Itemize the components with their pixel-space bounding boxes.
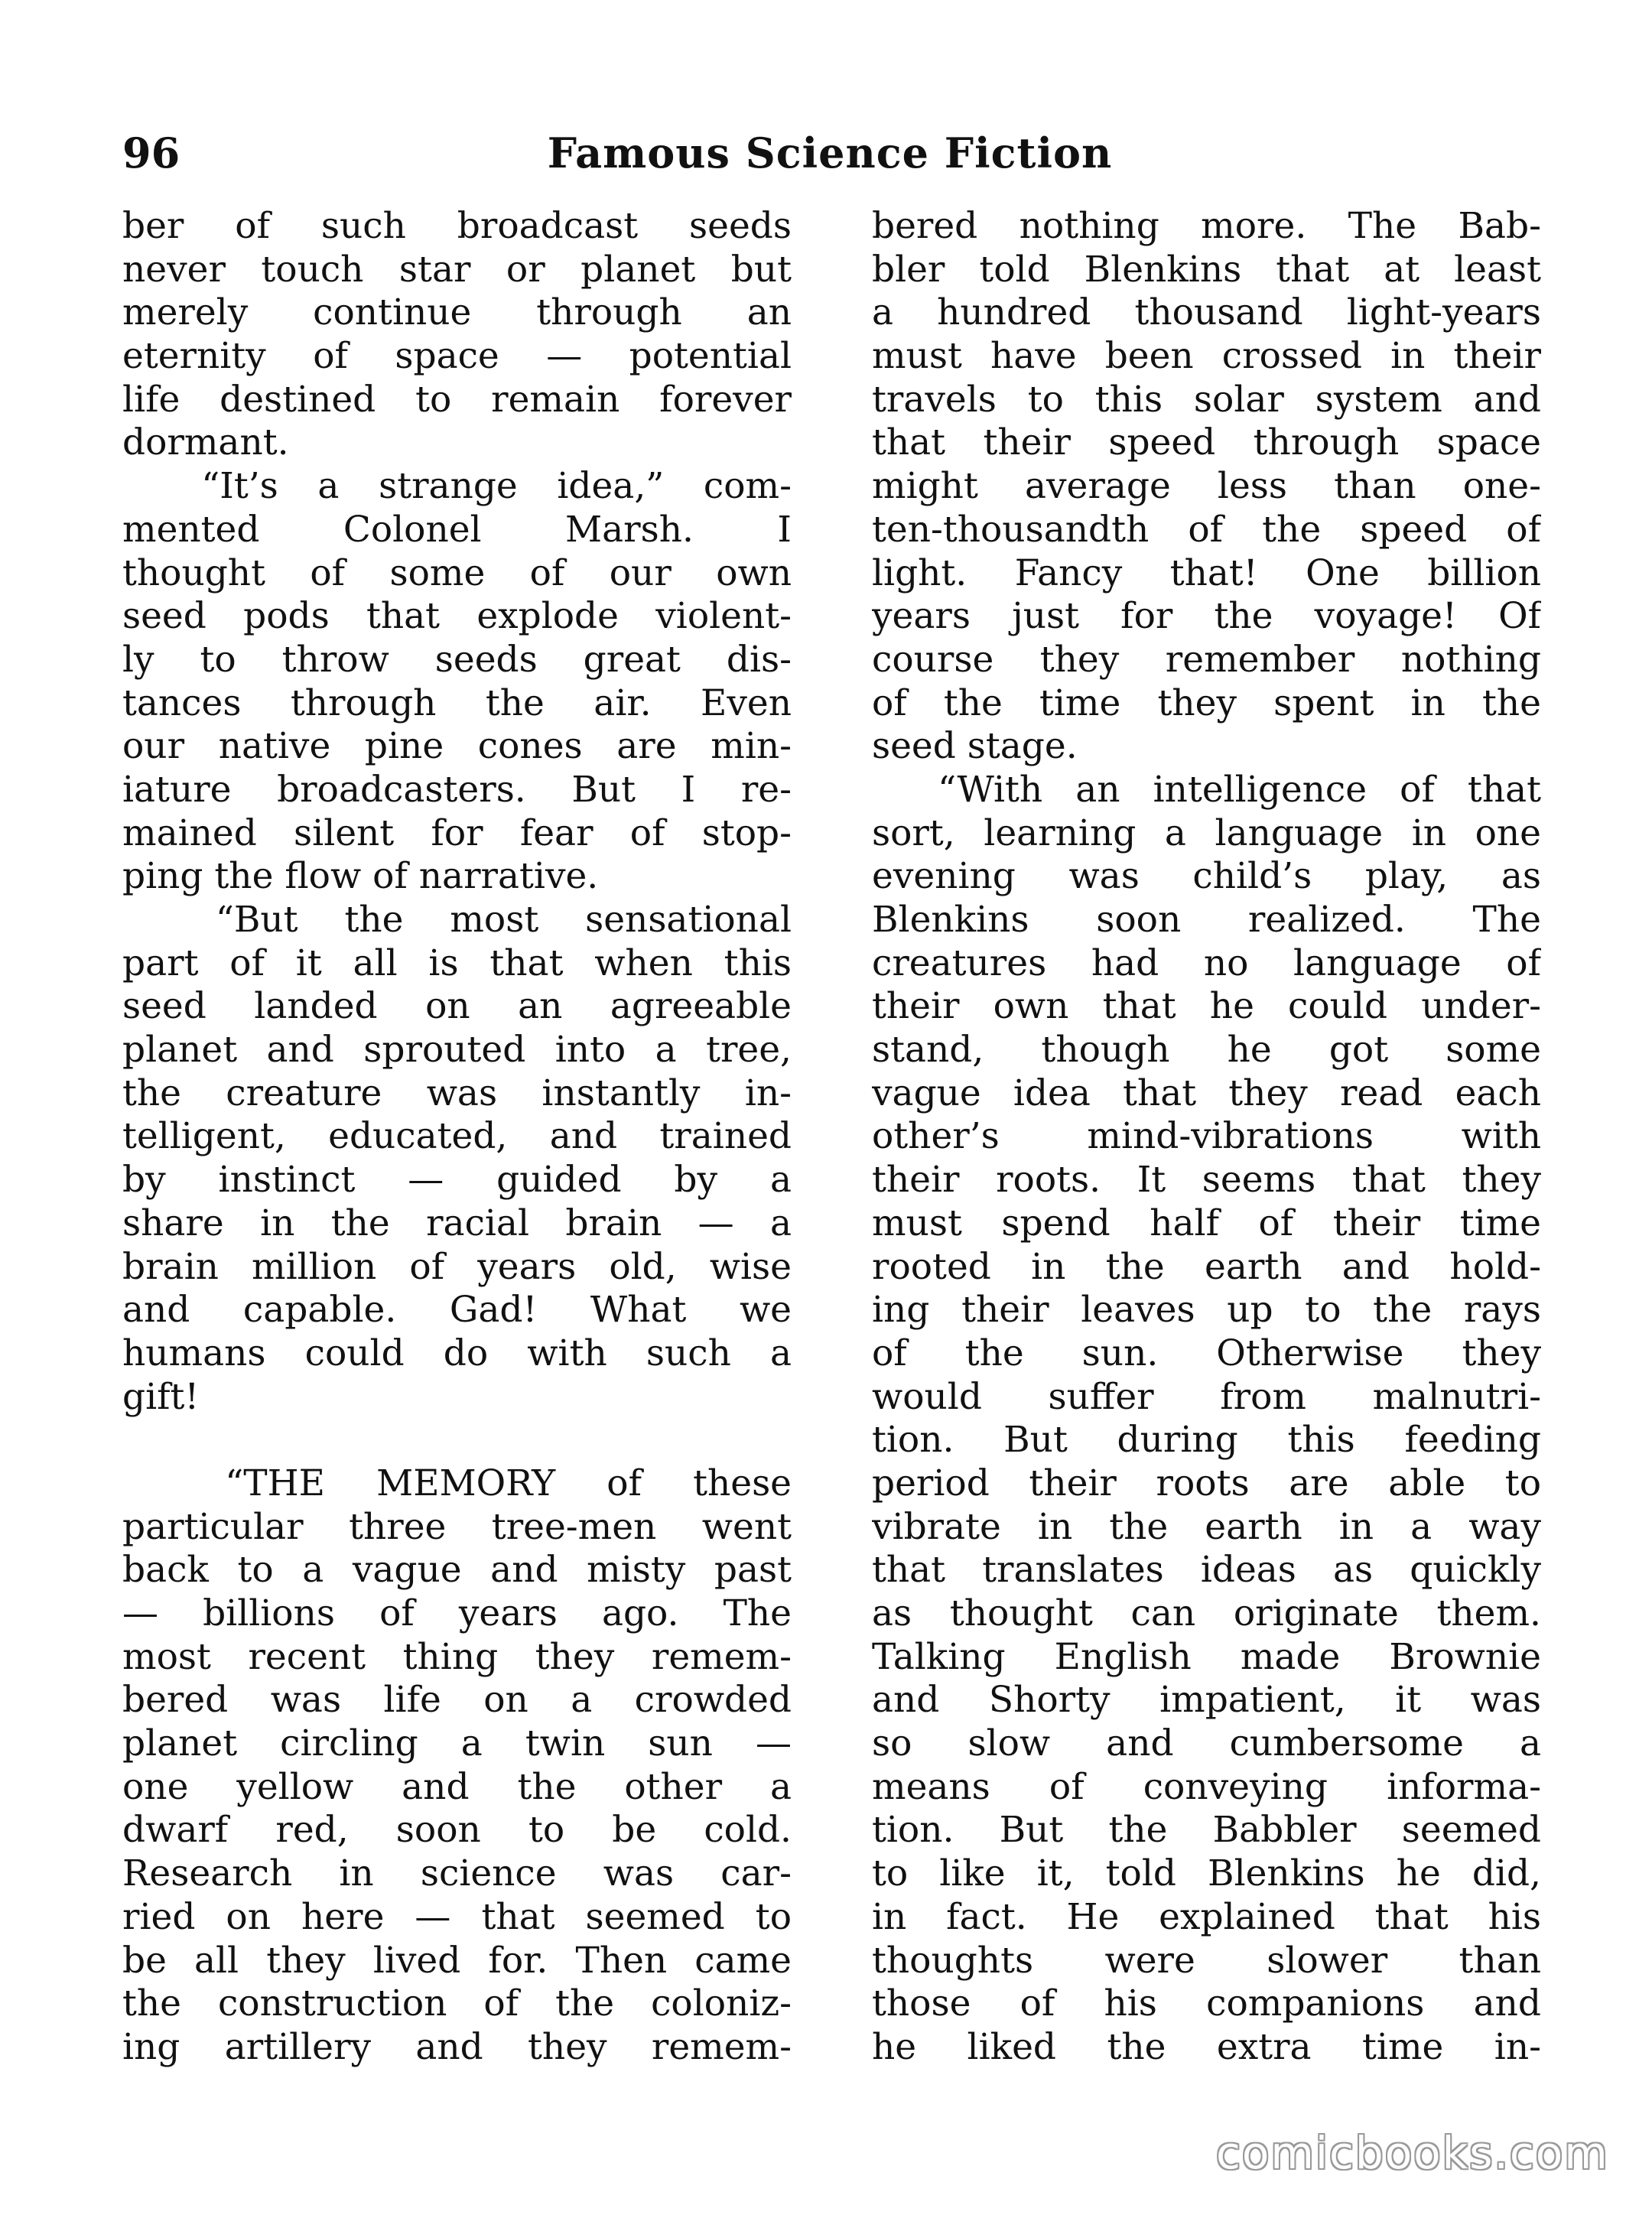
text-line: stand, though he got some [872, 1029, 1541, 1072]
text-line: in fact. He explained that his [872, 1895, 1541, 1938]
text-line: might average less than one- [872, 465, 1541, 508]
text-line: gift! [122, 1375, 200, 1418]
text-line: ping the flow of narrative. [122, 855, 599, 898]
text-line: ing artillery and they remem- [122, 2025, 792, 2068]
text-line: merely continue through an [122, 291, 792, 334]
text-line: of the time they spent in the [872, 681, 1541, 724]
text-line: sort, learning a language in one [872, 811, 1541, 854]
text-line: mented Colonel Marsh. I [122, 508, 792, 551]
text-line: light. Fancy that! One billion [872, 551, 1541, 594]
text-line: tion. But during this feeding [872, 1419, 1541, 1462]
text-line: thoughts were slower than [872, 1939, 1541, 1982]
text-line: share in the racial brain — a [122, 1202, 792, 1244]
text-line: to like it, told Blenkins he did, [872, 1852, 1541, 1895]
text-line: so slow and cumbersome a [872, 1722, 1541, 1765]
text-line: that their speed through space [872, 421, 1541, 464]
text-line: part of it all is that when this [122, 942, 792, 984]
text-line: the creature was instantly in- [122, 1072, 792, 1114]
text-line: creatures had no language of [872, 942, 1541, 984]
text-line: ly to throw seeds great dis- [122, 638, 792, 681]
text-line: “But the most sensational [122, 899, 792, 941]
text-line: seed pods that explode violent- [122, 595, 792, 638]
text-line: “THE MEMORY of these [122, 1462, 792, 1504]
text-line: back to a vague and misty past [122, 1549, 792, 1592]
text-line: seed landed on an agreeable [122, 985, 792, 1028]
text-line: ried on here — that seemed to [122, 1895, 792, 1938]
text-line: that translates ideas as quickly [872, 1549, 1541, 1592]
text-line: ing their leaves up to the rays [872, 1289, 1541, 1332]
text-line: most recent thing they remem- [122, 1635, 792, 1678]
text-line: planet and sprouted into a tree, [122, 1029, 792, 1072]
text-line: eternity of space — potential [122, 335, 792, 378]
text-line: telligent, educated, and trained [122, 1115, 792, 1158]
text-line: must have been crossed in their [872, 335, 1541, 378]
text-line: period their roots are able to [872, 1462, 1541, 1504]
text-line: would suffer from malnutri- [872, 1375, 1541, 1418]
text-line: tion. But the Babbler seemed [872, 1809, 1541, 1852]
text-line: and capable. Gad! What we [122, 1289, 792, 1332]
text-line: bler told Blenkins that at least [872, 248, 1541, 291]
page-header [122, 126, 1537, 195]
text-line: travels to this solar system and [872, 378, 1541, 421]
text-line: evening was child’s play, as [872, 855, 1541, 898]
text-line: ber of such broadcast seeds [122, 205, 792, 247]
paragraph-gap [122, 1419, 792, 1462]
text-line: life destined to remain forever [122, 378, 792, 421]
text-line: thought of some of our own [122, 551, 792, 594]
text-line: our native pine cones are min- [122, 725, 792, 768]
text-line: vague idea that they read each [872, 1072, 1541, 1114]
text-line: vibrate in the earth in a way [872, 1505, 1541, 1548]
text-line: be all they lived for. Then came [122, 1939, 792, 1982]
text-line: Blenkins soon realized. The [872, 899, 1541, 941]
page-number: 96 [122, 128, 180, 177]
text-line: the construction of the coloniz- [122, 1982, 792, 2025]
text-line: ten-thousandth of the speed of [872, 508, 1541, 551]
text-line: tances through the air. Even [122, 681, 792, 724]
running-title: Famous Science Fiction [547, 128, 1113, 177]
text-line: brain million of years old, wise [122, 1245, 792, 1288]
text-line: of the sun. Otherwise they [872, 1332, 1541, 1374]
text-line: bered nothing more. The Bab- [872, 205, 1541, 247]
text-line: a hundred thousand light-years [872, 291, 1541, 334]
text-line: by instinct — guided by a [122, 1159, 792, 1202]
text-line: their roots. It seems that they [872, 1159, 1541, 1202]
text-line: particular three tree-men went [122, 1505, 792, 1548]
text-line: never touch star or planet but [122, 248, 792, 291]
text-line: he liked the extra time in- [872, 2025, 1541, 2068]
text-line: planet circling a twin sun — [122, 1722, 792, 1765]
text-line: mained silent for fear of stop- [122, 811, 792, 854]
text-line: Talking English made Brownie [872, 1635, 1541, 1678]
text-line: years just for the voyage! Of [872, 595, 1541, 638]
text-line: dwarf red, soon to be cold. [122, 1809, 792, 1852]
text-line: their own that he could under- [872, 985, 1541, 1028]
text-line: other’s mind-vibrations with [872, 1115, 1541, 1158]
text-line: means of conveying informa- [872, 1765, 1541, 1808]
text-line: Research in science was car- [122, 1852, 792, 1895]
text-line: seed stage. [872, 725, 1078, 768]
text-line: iature broadcasters. But I re- [122, 768, 792, 811]
text-line: “It’s a strange idea,” com- [122, 465, 792, 508]
watermark-logo: comicbooks.com [1216, 2127, 1609, 2179]
right-text-column [872, 205, 1541, 2070]
text-line: as thought can originate them. [872, 1592, 1541, 1634]
text-line: “With an intelligence of that [872, 768, 1541, 811]
text-line: those of his companions and [872, 1982, 1541, 2025]
text-line: must spend half of their time [872, 1202, 1541, 1244]
left-text-column [122, 205, 792, 2070]
text-line: rooted in the earth and hold- [872, 1245, 1541, 1288]
text-line: course they remember nothing [872, 638, 1541, 681]
text-line: — billions of years ago. The [122, 1592, 792, 1634]
text-line: bered was life on a crowded [122, 1679, 792, 1722]
text-line: one yellow and the other a [122, 1765, 792, 1808]
text-line: dormant. [122, 421, 289, 464]
text-line: humans could do with such a [122, 1332, 792, 1374]
text-line: and Shorty impatient, it was [872, 1679, 1541, 1722]
